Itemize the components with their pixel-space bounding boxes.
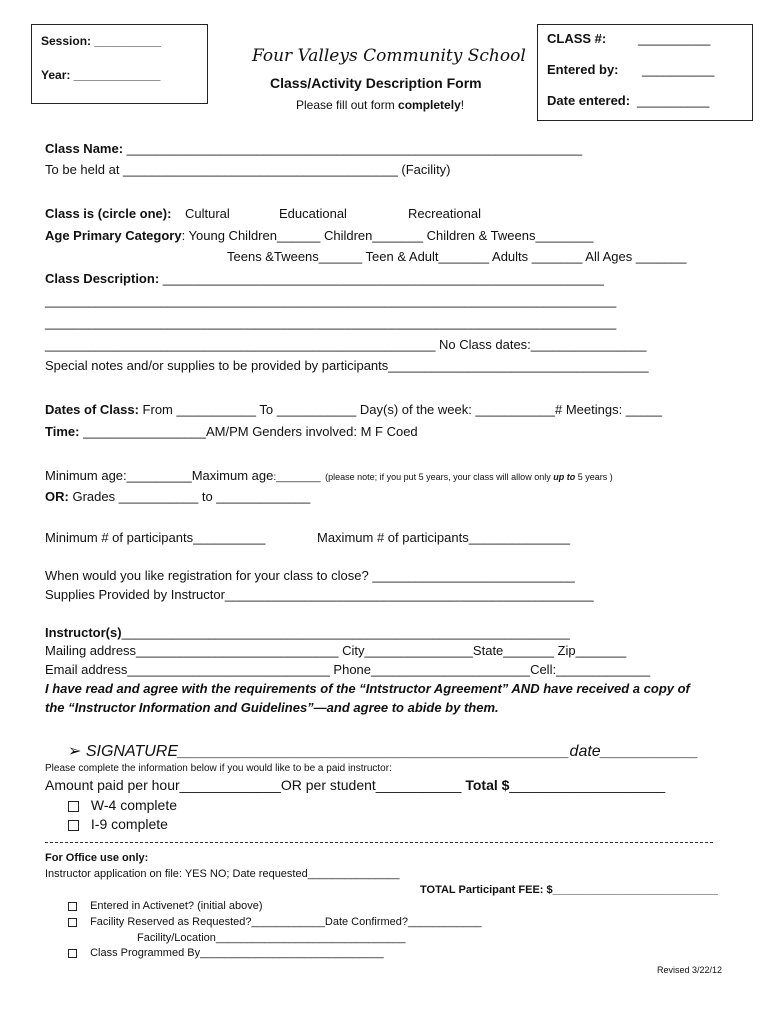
instructor-application-field[interactable]: Instructor application on file: YES NO; Date requested_______________ — [45, 868, 400, 880]
w4-row[interactable] — [68, 797, 177, 813]
dates-of-class-fields[interactable]: From ___________ To ___________ Day(s) of the week: ___________# Meetings: _____ — [142, 402, 662, 417]
facility-reserved-checkbox-icon[interactable] — [68, 918, 77, 927]
instruction-end: ! — [460, 98, 465, 112]
age-note-emphasis: up to — [553, 472, 576, 482]
session-field[interactable]: Session: __________ — [41, 34, 162, 48]
payment-fields[interactable]: Amount paid per hour_____________OR per student___________ — [45, 777, 466, 793]
grades-row — [45, 489, 310, 504]
office-use-label: For Office use only: — [45, 852, 149, 864]
form-instruction — [296, 98, 464, 112]
facility-reserved-fields[interactable]: Facility Reserved as Requested?____________Date Confirmed?____________ — [90, 916, 482, 928]
instructor-row — [45, 625, 570, 640]
class-programmed-row[interactable] — [68, 947, 384, 959]
dates-of-class-row — [45, 402, 662, 417]
description-line-4-no-class-dates[interactable]: ______________________________________________________ No Class dates:________________ — [45, 337, 647, 352]
registration-close-field[interactable]: When would you like registration for your class to close? ____________________________ — [45, 568, 575, 583]
instructor-field[interactable]: ______________________________________________________________ — [121, 625, 570, 640]
w4-checkbox-icon[interactable] — [68, 801, 79, 812]
option-cultural[interactable]: Cultural — [185, 206, 230, 221]
year-field[interactable]: Year: _____________ — [41, 68, 161, 82]
agreement-text-1: I have read and agree with the requirements of the “Intstructor Agreement” AND have received a copy of — [45, 681, 690, 696]
age-category-row — [45, 228, 593, 243]
dates-of-class-label: Dates of Class: — [45, 402, 139, 417]
class-number-label: CLASS #: — [547, 31, 607, 46]
mailing-address-fields[interactable]: Mailing address____________________________ City_______________State_______ Zip_______ — [45, 643, 627, 658]
class-programmed-checkbox-icon[interactable] — [68, 949, 77, 958]
agreement-text-2: the “Instructor Information and Guidelines”—and agree to abide by them. — [45, 700, 499, 715]
time-row — [45, 424, 418, 439]
office-divider — [45, 842, 713, 843]
w4-label: W-4 complete — [90, 797, 177, 813]
held-at-field[interactable]: To be held at ______________________________________ (Facility) — [45, 162, 451, 177]
signature-date-field[interactable]: SIGNATURE____________________________________________date___________ — [85, 743, 699, 760]
facility-reserved-row[interactable] — [68, 916, 481, 928]
class-name-row — [45, 141, 582, 156]
facility-location-field[interactable]: Facility/Location_______________________________ — [137, 932, 406, 944]
age-category-options-2[interactable]: Teens &Tweens______ Teen & Adult_______ Adults _______ All Ages _______ — [227, 249, 687, 264]
max-participants-field[interactable]: Maximum # of participants______________ — [317, 530, 570, 545]
option-educational[interactable]: Educational — [279, 206, 347, 221]
description-line-3[interactable]: _______________________________________________________________________________ — [45, 315, 617, 330]
age-category-options-1[interactable]: : Young Children______ Children_______ Children & Tweens________ — [181, 228, 594, 243]
min-max-age-fields[interactable]: Minimum age:_________Maximum age — [45, 468, 274, 483]
total-field[interactable]: ____________________ — [509, 777, 666, 793]
total-label: Total $ — [465, 777, 510, 793]
class-name-field[interactable]: _______________________________________________________________ — [126, 141, 583, 156]
age-range-row — [45, 467, 613, 485]
supplies-instructor-field[interactable]: Supplies Provided by Instructor___________________________________________________ — [45, 587, 594, 602]
age-category-label: Age Primary Category — [45, 228, 182, 243]
i9-label: I-9 complete — [90, 816, 168, 832]
entered-by-label: Entered by: — [547, 62, 619, 77]
class-description-field[interactable]: _____________________________________________________________ — [162, 271, 604, 286]
description-line-2[interactable]: _______________________________________________________________________________ — [45, 293, 617, 308]
class-number-field[interactable]: __________ — [638, 31, 711, 46]
payment-row — [45, 777, 665, 793]
circle-one-label: Class is (circle one): — [45, 206, 172, 221]
instruction-text: Please fill out form — [296, 98, 399, 112]
date-entered-field[interactable]: __________ — [637, 93, 710, 108]
class-description-label: Class Description: — [45, 271, 160, 286]
age-note — [325, 472, 613, 482]
arrow-bullet-icon: ➢ — [68, 743, 82, 760]
i9-row[interactable] — [68, 816, 168, 832]
option-recreational[interactable]: Recreational — [408, 206, 481, 221]
revision-date: Revised 3/22/12 — [657, 965, 723, 975]
class-name-label: Class Name: — [45, 141, 124, 156]
activenet-row[interactable] — [68, 900, 263, 912]
age-note-text: (please note; if you put 5 years, your class will allow only — [325, 472, 554, 482]
class-description-row — [45, 271, 604, 286]
time-label: Time: — [45, 424, 80, 439]
form-title: Class/Activity Description Form — [270, 75, 482, 91]
class-programmed-field[interactable]: Class Programmed By______________________________ — [90, 947, 384, 959]
paid-instructor-note: Please complete the information below if you would like to be a paid instructor: — [45, 763, 392, 774]
grades-fields[interactable]: Grades ___________ to _____________ — [68, 489, 311, 504]
age-note-end: 5 years ) — [575, 472, 613, 482]
activenet-label: Entered in Activenet? (initial above) — [90, 900, 263, 912]
school-name: Four Valleys Community School — [252, 46, 526, 66]
time-fields[interactable]: _________________AM/PM Genders involved: M F Coed — [83, 424, 418, 439]
activenet-checkbox-icon[interactable] — [68, 902, 77, 911]
signature-row — [68, 741, 699, 761]
entered-by-field[interactable]: __________ — [642, 62, 715, 77]
total-participant-fee-field[interactable]: TOTAL Participant FEE: $___________________________ — [420, 884, 718, 896]
date-entered-label: Date entered: — [547, 93, 631, 108]
instruction-emphasis: completely — [398, 98, 461, 112]
instructor-label: Instructor(s) — [45, 625, 122, 640]
special-notes-field[interactable]: Special notes and/or supplies to be provided by participants____________________________________ — [45, 358, 649, 373]
max-age-field[interactable]: :________ — [273, 472, 321, 483]
i9-checkbox-icon[interactable] — [68, 820, 79, 831]
or-label: OR: — [45, 489, 69, 504]
min-participants-field[interactable]: Minimum # of participants__________ — [45, 530, 266, 545]
email-phone-fields[interactable]: Email address____________________________ Phone______________________Cell:_____________ — [45, 662, 651, 677]
